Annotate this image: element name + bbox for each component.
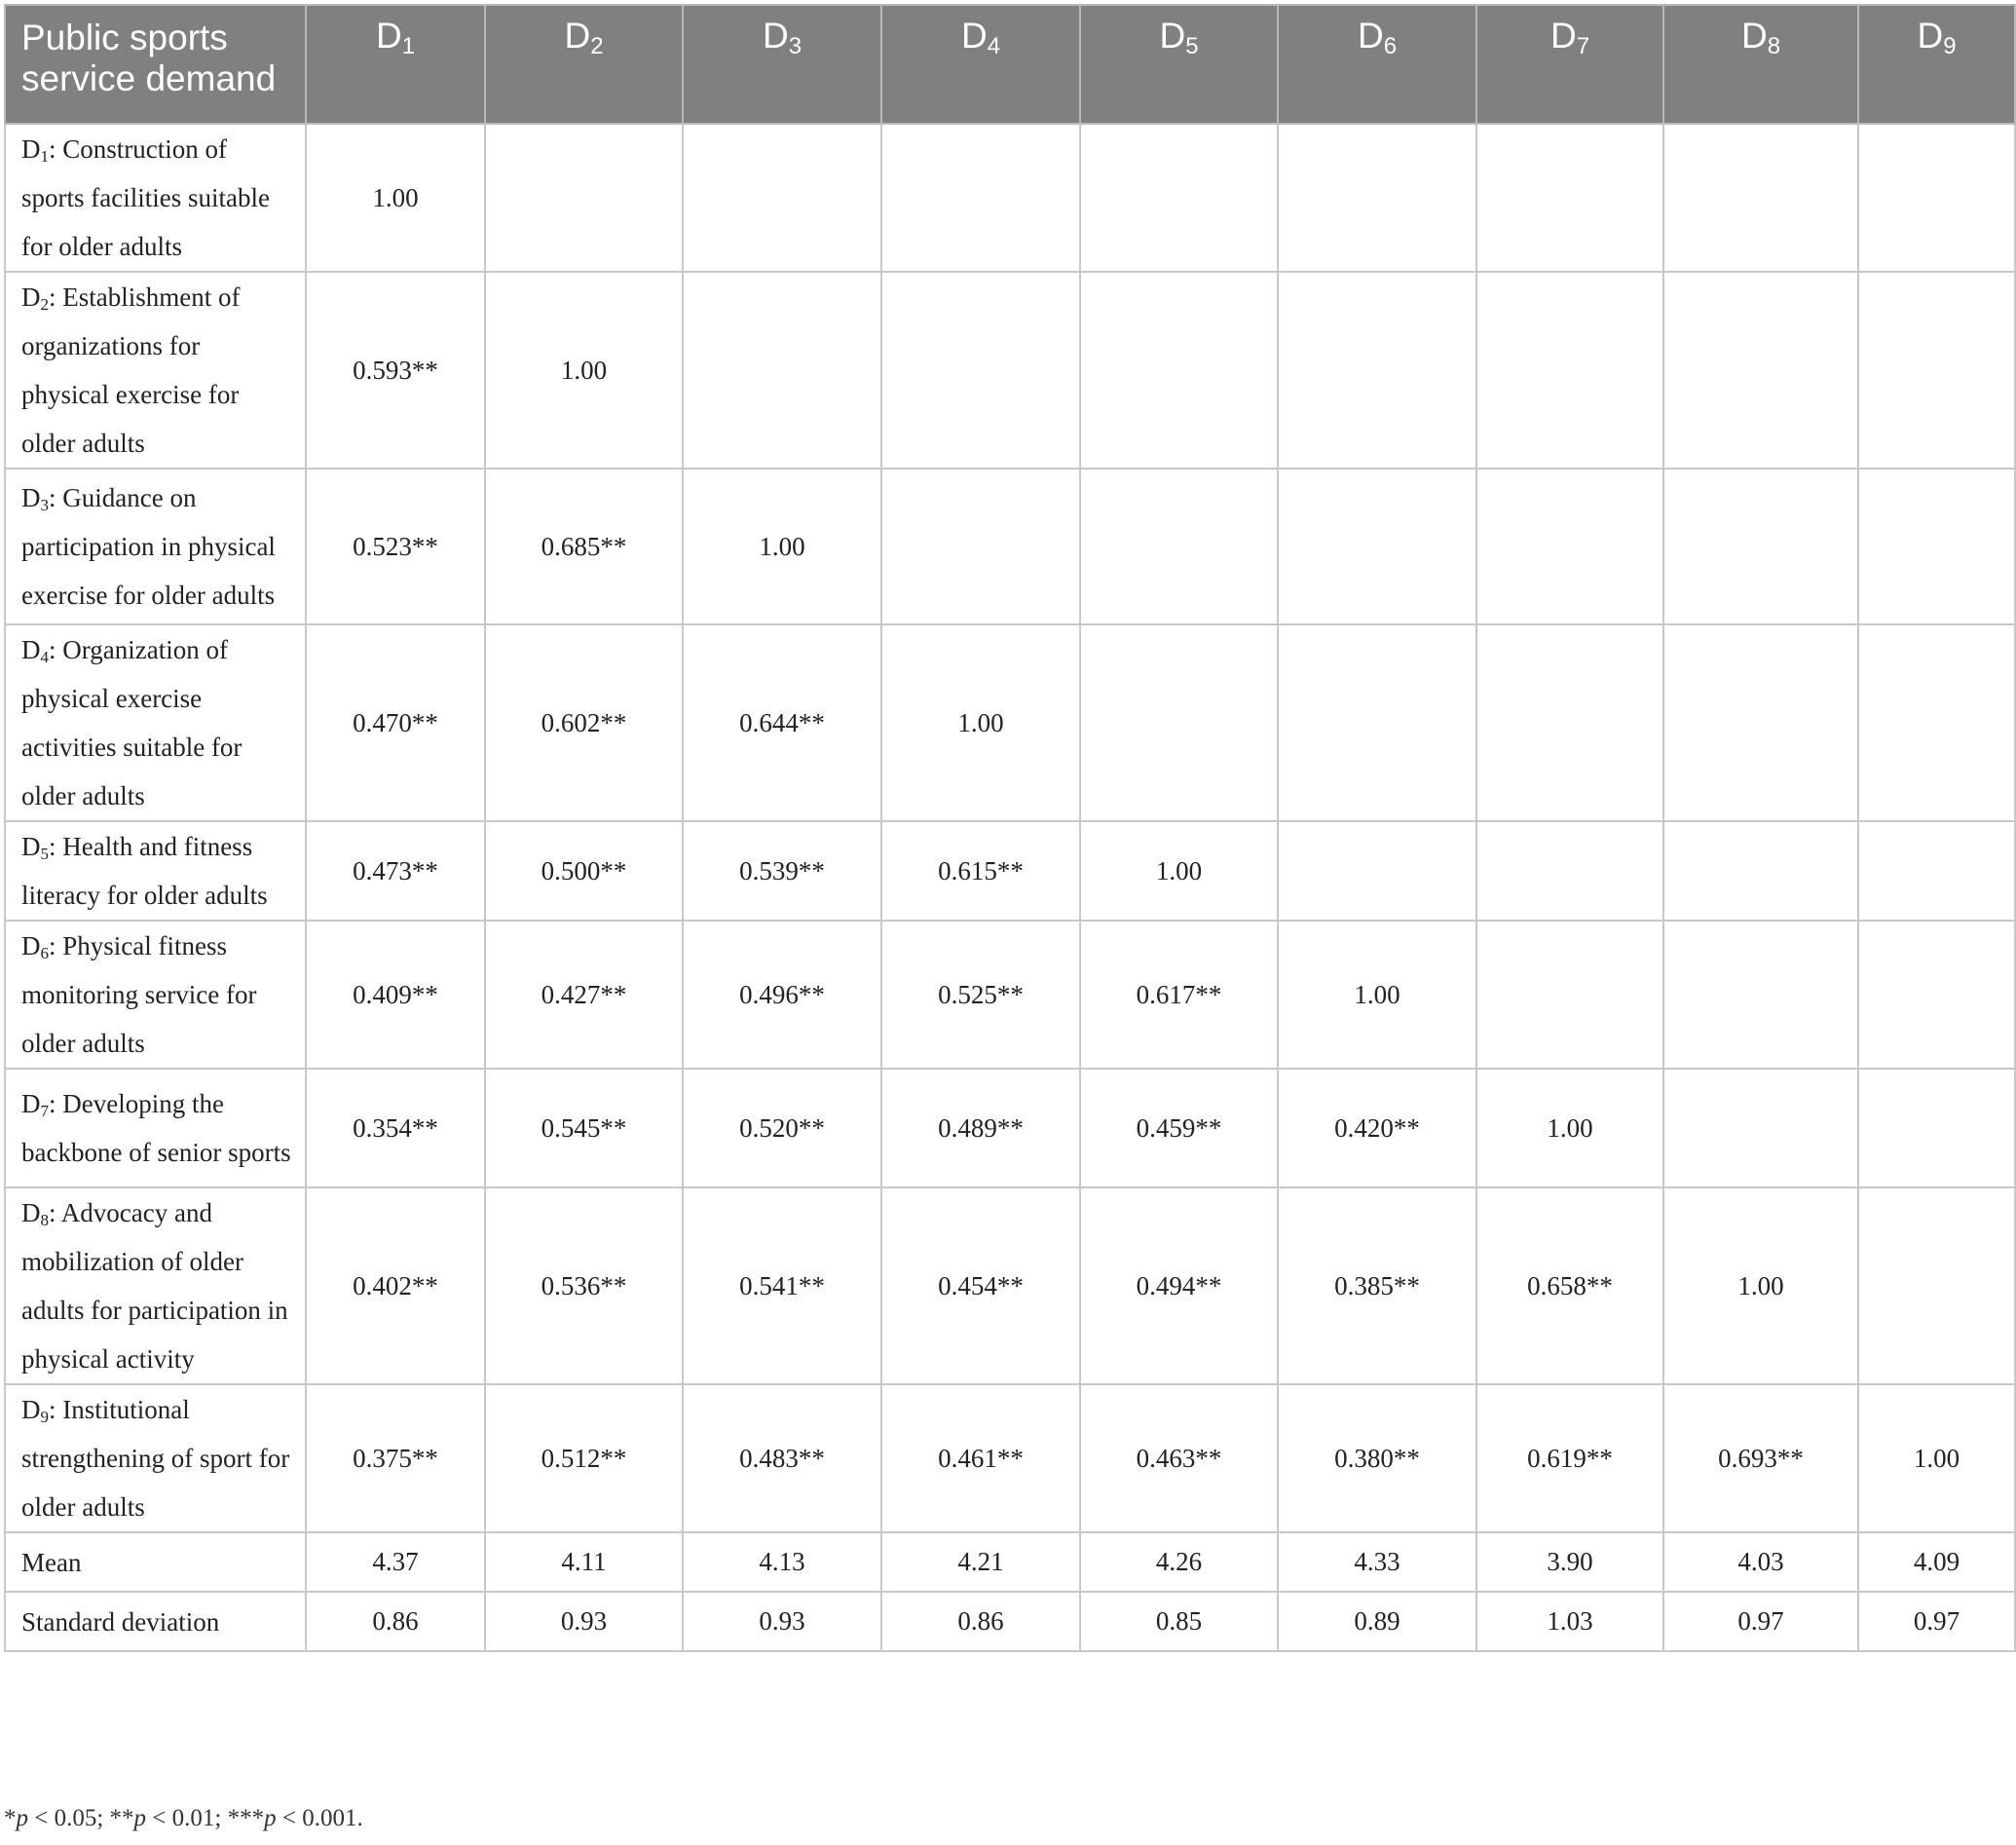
correlation-cell: 0.380** (1278, 1384, 1476, 1532)
row-label-text: : Developing the backbone of senior sports (21, 1089, 291, 1167)
summary-cell: 0.93 (485, 1592, 683, 1651)
header-col-d6 (1278, 5, 1476, 124)
header-col-sub: 1 (401, 33, 416, 59)
row-label-text: : Establishment of organizations for physical exercise for older adults (21, 282, 241, 458)
correlation-cell: 0.619** (1476, 1384, 1663, 1532)
row-label-sub: 8 (40, 1211, 49, 1229)
header-col-d2 (485, 5, 683, 124)
correlation-cell: 0.459** (1080, 1069, 1278, 1187)
correlation-cell: 0.483** (683, 1384, 881, 1532)
table-body (5, 124, 2015, 1651)
row-label-base: D (21, 931, 41, 960)
correlation-cell (1080, 469, 1278, 624)
correlation-cell (1663, 821, 1858, 921)
summary-cell: 4.33 (1278, 1532, 1476, 1592)
summary-label: Mean (5, 1532, 306, 1592)
correlation-cell: 1.00 (683, 469, 881, 624)
header-col-sub: 4 (987, 33, 1001, 59)
correlation-cell (1663, 1069, 1858, 1187)
table-row (5, 272, 2015, 469)
header-first-col: Public sports service demand (5, 5, 306, 124)
note-rest-3: < 0.001. (276, 1805, 363, 1831)
correlation-table (4, 4, 2016, 1652)
row-label (5, 1384, 306, 1532)
correlation-cell (1080, 124, 1278, 272)
correlation-cell: 0.496** (683, 921, 881, 1069)
header-col-d5 (1080, 5, 1278, 124)
summary-cell: 4.11 (485, 1532, 683, 1592)
row-label-base: D (21, 1395, 41, 1424)
row-label-sub: 3 (40, 496, 49, 514)
correlation-cell: 0.536** (485, 1187, 683, 1384)
row-label (5, 1069, 306, 1187)
correlation-cell (1663, 624, 1858, 821)
correlation-cell: 1.00 (1080, 821, 1278, 921)
header-col-sub: 2 (590, 33, 604, 59)
correlation-cell: 0.420** (1278, 1069, 1476, 1187)
correlation-cell: 0.402** (306, 1187, 485, 1384)
correlation-cell (1858, 469, 2015, 624)
row-label-base: D (21, 134, 41, 164)
note-var-2: p (133, 1805, 147, 1831)
correlation-cell: 0.470** (306, 624, 485, 821)
header-col-base: D (564, 16, 591, 56)
table-row (5, 821, 2015, 921)
summary-cell: 0.86 (881, 1592, 1080, 1651)
correlation-cell: 0.523** (306, 469, 485, 624)
correlation-cell (683, 272, 881, 469)
correlation-cell: 0.593** (306, 272, 485, 469)
correlation-cell: 0.602** (485, 624, 683, 821)
correlation-cell: 0.385** (1278, 1187, 1476, 1384)
summary-cell: 4.26 (1080, 1532, 1278, 1592)
header-col-d1 (306, 5, 485, 124)
row-label-base: D (21, 483, 41, 512)
correlation-cell: 1.00 (1858, 1384, 2015, 1532)
correlation-cell (1858, 272, 2015, 469)
correlation-cell (1858, 624, 2015, 821)
header-row (5, 5, 2015, 124)
correlation-cell: 0.658** (1476, 1187, 1663, 1384)
correlation-cell (1476, 272, 1663, 469)
note-sym-2: ** (109, 1805, 134, 1831)
note-sym-1: * (4, 1805, 17, 1831)
header-col-sub: 9 (1943, 33, 1957, 59)
header-col-d4 (881, 5, 1080, 124)
correlation-cell: 0.525** (881, 921, 1080, 1069)
correlation-cell: 0.473** (306, 821, 485, 921)
table-row (5, 921, 2015, 1069)
summary-cell: 0.85 (1080, 1592, 1278, 1651)
correlation-cell: 0.520** (683, 1069, 881, 1187)
significance-note (4, 1805, 363, 1832)
correlation-cell (881, 272, 1080, 469)
summary-cell: 4.21 (881, 1532, 1080, 1592)
note-rest-1: < 0.05; (28, 1805, 110, 1831)
row-label-base: D (21, 282, 41, 312)
correlation-cell (1663, 469, 1858, 624)
header-col-base: D (1917, 16, 1944, 56)
correlation-cell: 0.545** (485, 1069, 683, 1187)
table-row (5, 1187, 2015, 1384)
row-label (5, 624, 306, 821)
row-label-text: : Organization of physical exercise activities suitable for older adults (21, 635, 243, 810)
correlation-cell (881, 469, 1080, 624)
correlation-cell: 0.461** (881, 1384, 1080, 1532)
row-label (5, 1187, 306, 1384)
row-label (5, 469, 306, 624)
correlation-cell (1858, 1187, 2015, 1384)
header-col-sub: 8 (1767, 33, 1781, 59)
row-label-base: D (21, 832, 41, 861)
correlation-cell (1858, 821, 2015, 921)
row-label-text: : Physical fitness monitoring service for older adults (21, 931, 257, 1058)
header-col-base: D (1357, 16, 1384, 56)
row-label-text: : Advocacy and mobilization of older adults for participation in physical activity (21, 1198, 288, 1374)
table-row (5, 1069, 2015, 1187)
row-label-sub: 2 (40, 295, 49, 314)
correlation-cell: 0.375** (306, 1384, 485, 1532)
correlation-cell (881, 124, 1080, 272)
header-col-base: D (762, 16, 789, 56)
summary-cell: 4.03 (1663, 1532, 1858, 1592)
header-col-sub: 6 (1383, 33, 1398, 59)
summary-cell: 3.90 (1476, 1532, 1663, 1592)
correlation-cell: 0.615** (881, 821, 1080, 921)
correlation-cell (1476, 821, 1663, 921)
row-label-sub: 9 (40, 1408, 49, 1426)
correlation-cell (1278, 469, 1476, 624)
header-col-d8 (1663, 5, 1858, 124)
correlation-cell: 0.354** (306, 1069, 485, 1187)
correlation-cell: 0.500** (485, 821, 683, 921)
header-col-base: D (1549, 16, 1577, 56)
correlation-cell: 0.539** (683, 821, 881, 921)
correlation-cell: 0.494** (1080, 1187, 1278, 1384)
summary-cell: 0.89 (1278, 1592, 1476, 1651)
correlation-cell (1476, 624, 1663, 821)
correlation-cell (485, 124, 683, 272)
note-sym-3: *** (227, 1805, 265, 1831)
header-col-d7 (1476, 5, 1663, 124)
row-label-text: : Guidance on participation in physical exercise for older adults (21, 483, 276, 610)
correlation-cell (1663, 124, 1858, 272)
correlation-cell: 0.454** (881, 1187, 1080, 1384)
correlation-cell (1278, 821, 1476, 921)
summary-label: Standard deviation (5, 1592, 306, 1651)
correlation-table-container (4, 4, 2014, 1831)
correlation-cell: 0.512** (485, 1384, 683, 1532)
correlation-cell: 0.409** (306, 921, 485, 1069)
correlation-cell (1858, 124, 2015, 272)
summary-row (5, 1532, 2015, 1592)
summary-cell: 0.97 (1663, 1592, 1858, 1651)
correlation-cell (1476, 124, 1663, 272)
summary-cell: 4.13 (683, 1532, 881, 1592)
table-row (5, 624, 2015, 821)
summary-cell: 4.37 (306, 1532, 485, 1592)
row-label-base: D (21, 1089, 41, 1118)
correlation-cell (1858, 1069, 2015, 1187)
correlation-cell (1663, 921, 1858, 1069)
note-var-1: p (16, 1805, 28, 1831)
row-label-base: D (21, 1198, 41, 1227)
correlation-cell: 1.00 (1278, 921, 1476, 1069)
correlation-cell: 0.685** (485, 469, 683, 624)
table-row (5, 1384, 2015, 1532)
row-label-sub: 7 (40, 1102, 49, 1120)
note-var-3: p (264, 1805, 277, 1831)
header-col-sub: 3 (788, 33, 803, 59)
correlation-cell (1278, 624, 1476, 821)
header-col-d3 (683, 5, 881, 124)
correlation-cell: 1.00 (306, 124, 485, 272)
row-label-sub: 4 (40, 648, 49, 666)
row-label-base: D (21, 635, 41, 664)
correlation-cell (1476, 469, 1663, 624)
correlation-cell: 0.617** (1080, 921, 1278, 1069)
row-label-sub: 6 (40, 944, 49, 962)
correlation-cell: 0.427** (485, 921, 683, 1069)
correlation-cell: 0.644** (683, 624, 881, 821)
correlation-cell (683, 124, 881, 272)
correlation-cell (1476, 921, 1663, 1069)
row-label (5, 821, 306, 921)
header-col-base: D (1159, 16, 1186, 56)
correlation-cell: 0.463** (1080, 1384, 1278, 1532)
row-label (5, 272, 306, 469)
header-col-base: D (1740, 16, 1768, 56)
summary-cell: 0.93 (683, 1592, 881, 1651)
correlation-cell: 1.00 (1476, 1069, 1663, 1187)
summary-cell: 0.86 (306, 1592, 485, 1651)
header-col-sub: 7 (1576, 33, 1590, 59)
correlation-cell: 1.00 (485, 272, 683, 469)
row-label (5, 921, 306, 1069)
row-label-sub: 5 (40, 845, 49, 863)
header-col-sub: 5 (1185, 33, 1199, 59)
correlation-cell (1278, 124, 1476, 272)
correlation-cell: 1.00 (1663, 1187, 1858, 1384)
header-col-base: D (375, 16, 402, 56)
summary-cell: 0.97 (1858, 1592, 2015, 1651)
header-col-base: D (960, 16, 988, 56)
row-label (5, 124, 306, 272)
correlation-cell: 0.693** (1663, 1384, 1858, 1532)
correlation-cell: 1.00 (881, 624, 1080, 821)
header-col-d9 (1858, 5, 2015, 124)
correlation-cell (1858, 921, 2015, 1069)
note-rest-2: < 0.01; (146, 1805, 228, 1831)
table-row (5, 469, 2015, 624)
table-row (5, 124, 2015, 272)
summary-cell: 1.03 (1476, 1592, 1663, 1651)
correlation-cell (1663, 272, 1858, 469)
row-label-sub: 1 (40, 147, 49, 166)
correlation-cell (1080, 624, 1278, 821)
correlation-cell: 0.541** (683, 1187, 881, 1384)
row-label-text: : Health and fitness literacy for older adults (21, 832, 268, 910)
row-label-text: : Institutional strengthening of sport for older adults (21, 1395, 290, 1522)
correlation-cell (1278, 272, 1476, 469)
correlation-cell (1080, 272, 1278, 469)
summary-row (5, 1592, 2015, 1651)
summary-cell: 4.09 (1858, 1532, 2015, 1592)
correlation-cell: 0.489** (881, 1069, 1080, 1187)
row-label-text: : Construction of sports facilities suitable for older adults (21, 134, 270, 261)
